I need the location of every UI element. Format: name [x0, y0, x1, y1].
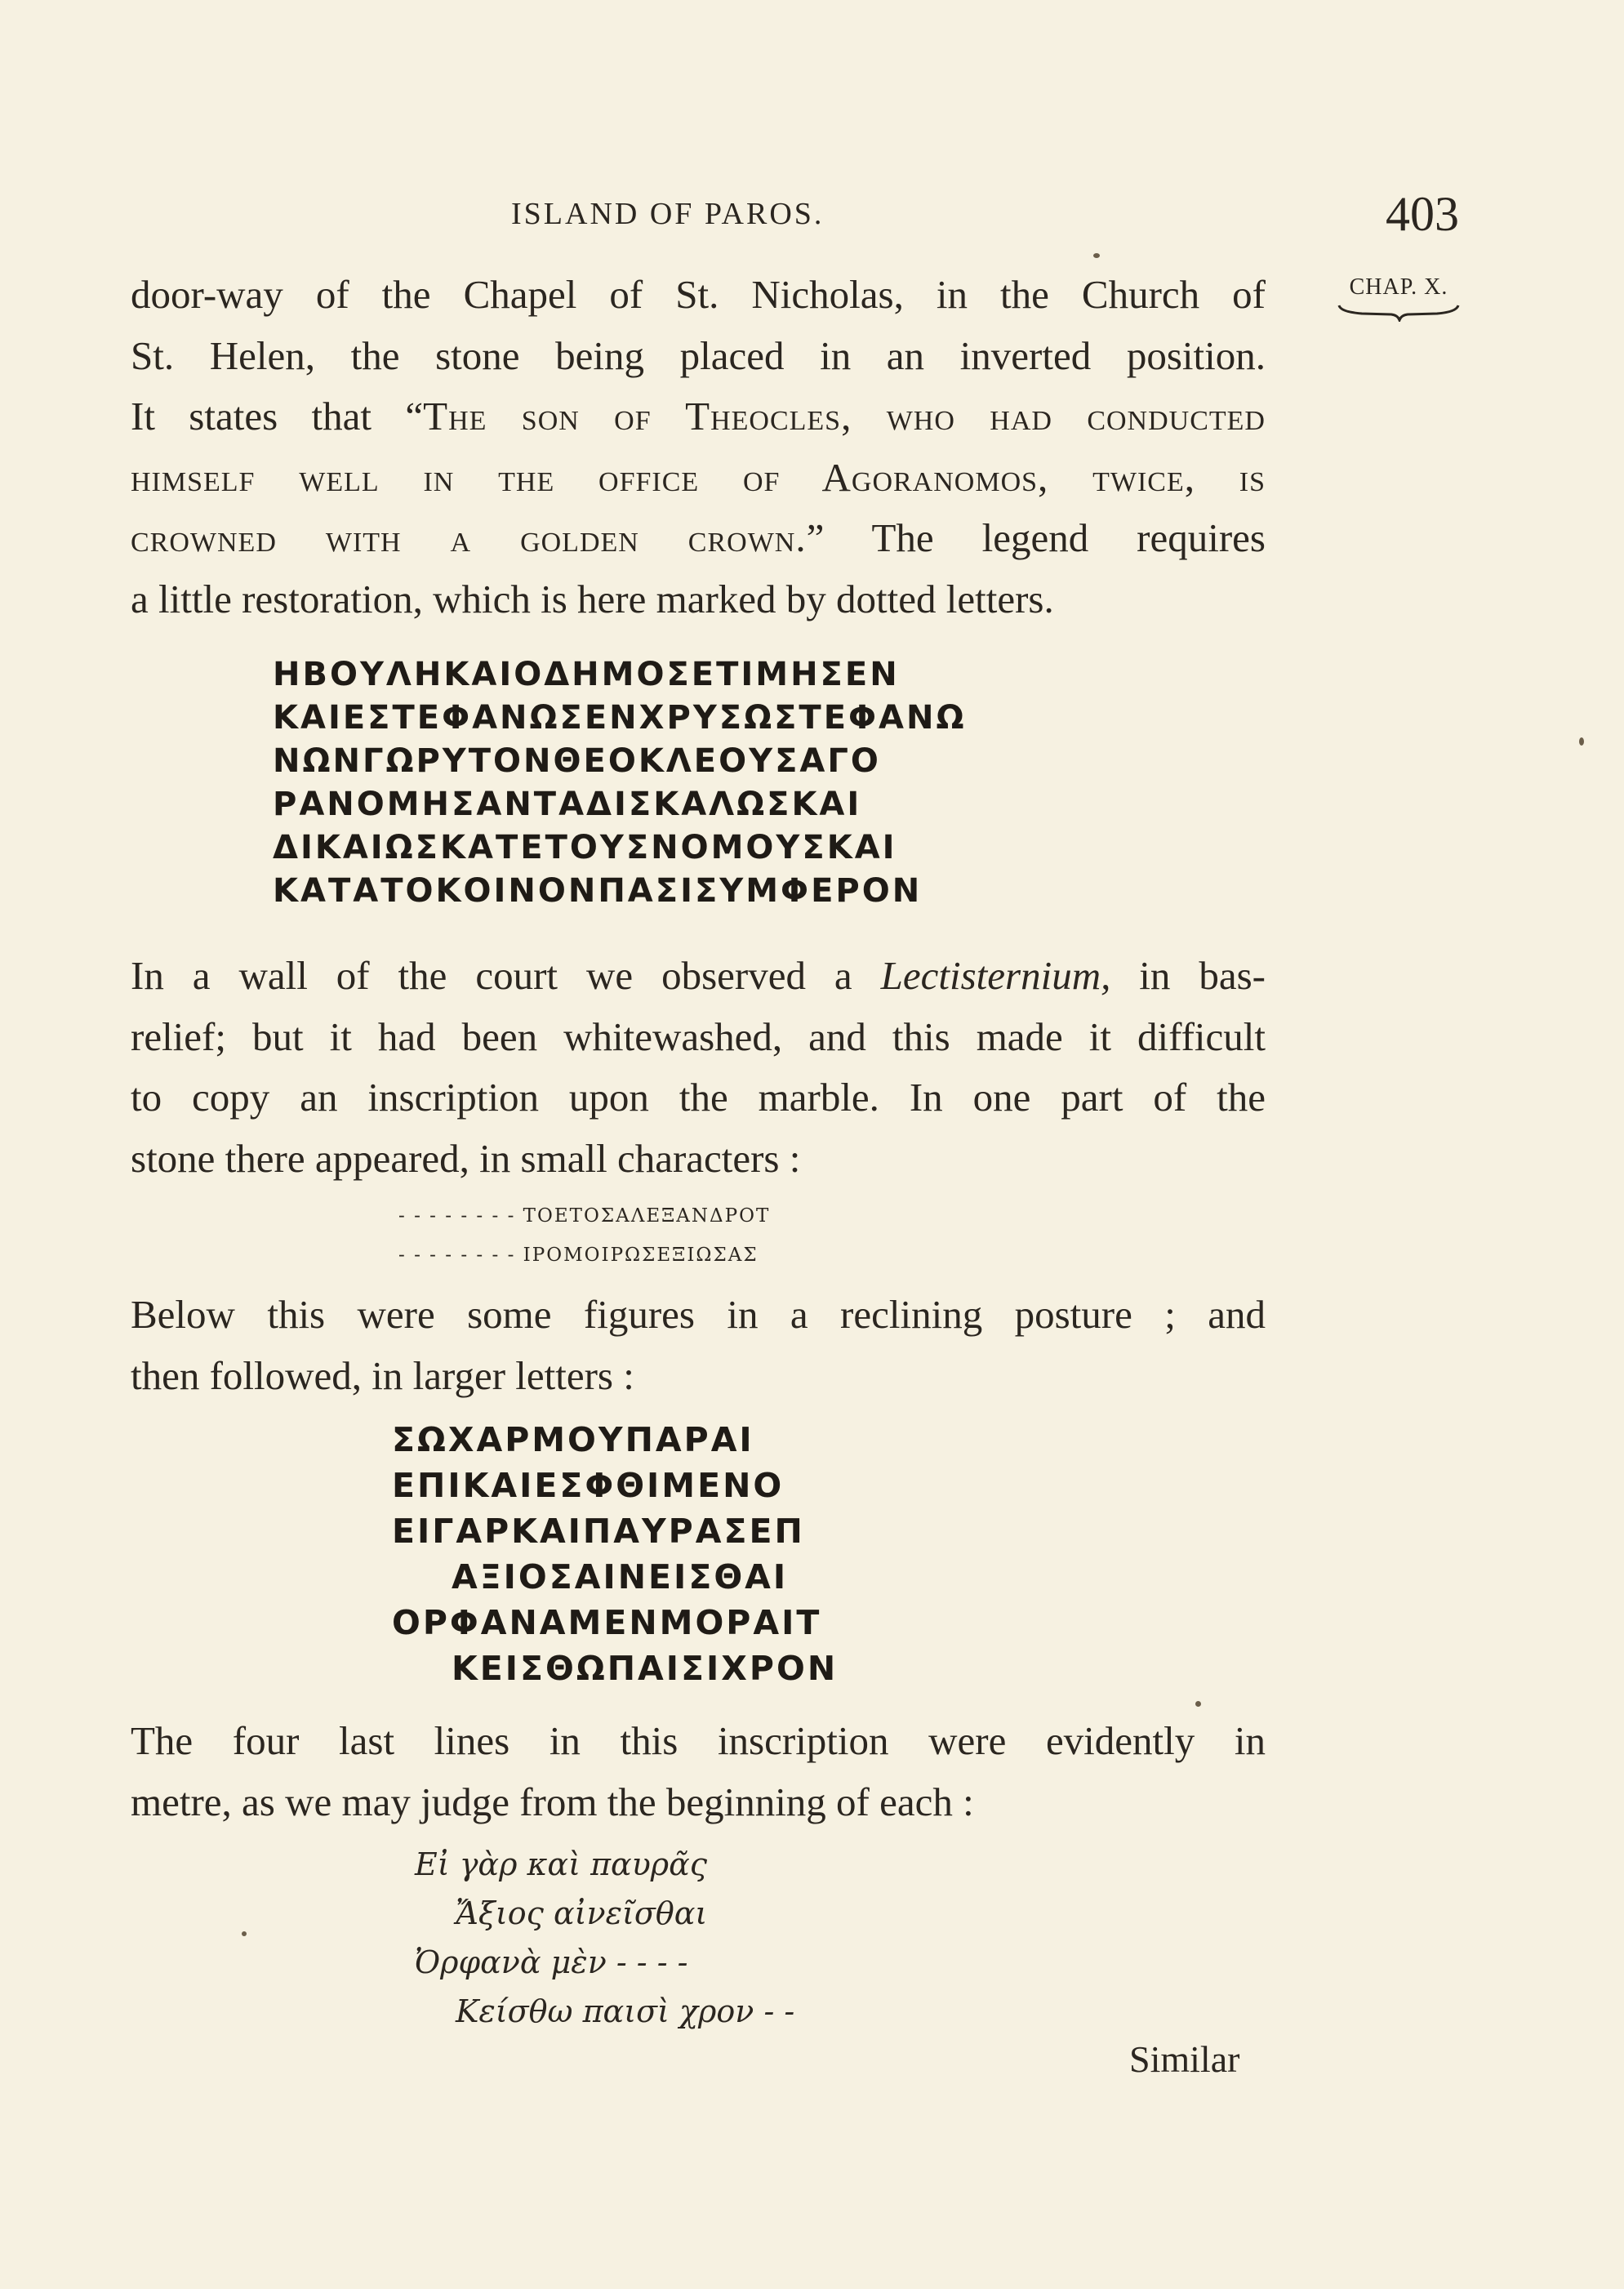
ink-speck — [242, 1931, 247, 1936]
inscription-1 — [273, 653, 966, 913]
inscription-line: - - - - - - - - ΤΟΕΤΟΣΑΛΕΞΑΝΔΡΟΤ — [398, 1205, 771, 1227]
chapter-sidenote — [1337, 274, 1460, 322]
text-segment: It states that “ — [131, 394, 424, 439]
inscription-line: ΟΡΦΑΝΑΜΕΝΜΟΡΑΙΤ — [392, 1603, 822, 1642]
brace-icon — [1337, 304, 1460, 322]
inscription-line: ΔΙΚΑΙΩΣΚΑΤΕΤΟΥΣΝΟΜΟΥΣΚΑΙ — [273, 829, 897, 866]
inscription-line: ΣΩΧΑΡΜΟΥΠΑΡΑΙ — [392, 1420, 754, 1459]
text-line: to copy an inscription upon the marble. In one part of the — [131, 1075, 1266, 1120]
ink-speck — [1093, 253, 1100, 258]
text-line — [131, 386, 1266, 448]
inscription-line: ΚΑΙΕΣΤΕΦΑΝΩΣΕΝΧΡΥΣΩΣΤΕΦΑΝΩ — [273, 699, 967, 737]
paragraph-1 — [131, 265, 1266, 630]
small-caps-quote: himself well in the office of Agoranomos, twice, is — [131, 454, 1266, 500]
verse-line: Κείσθω παισὶ χρον - - — [456, 1993, 795, 2029]
small-caps-quote: The son of Theocles, who had conducted — [423, 394, 1266, 439]
verse-block — [415, 1840, 794, 2036]
paragraph-2 — [131, 946, 1266, 1189]
text-line: then followed, in larger letters : — [131, 1352, 634, 1398]
text-line: relief; but it had been whitewashed, and this made it difficult — [131, 1013, 1266, 1059]
inscription-3 — [392, 1417, 838, 1691]
text-line — [131, 946, 1266, 1007]
text-line: a little restoration, which is here marked by dotted letters. — [131, 576, 1054, 621]
inscription-line: ΝΩΝΓΩΡΥΤΟΝΘΕΟΚΛΕΟΥΣΑΓΟ — [273, 742, 881, 780]
inscription-line: ΑΞΙΟΣΑΙΝΕΙΣΘΑΙ — [452, 1557, 789, 1597]
ink-speck — [1579, 737, 1584, 746]
text-line: door-way of the Chapel of St. Nicholas, in the Church of — [131, 272, 1266, 317]
text-line — [131, 508, 1266, 569]
inscription-line: - - - - - - - - ΙΡΟΜΟΙΡΩΣΕΞΙΩΣΑΣ — [398, 1245, 759, 1266]
italic-term: Lectisternium, — [880, 953, 1111, 998]
text-line: stone there appeared, in small characters : — [131, 1135, 801, 1181]
inscription-line: ΡΑΝΟΜΗΣΑΝΤΑΔΙΣΚΑΛΩΣΚΑΙ — [273, 786, 862, 823]
ink-speck — [1195, 1701, 1201, 1707]
paragraph-4 — [131, 1711, 1266, 1833]
inscription-line: ΗΒΟΥΛΗΚΑΙΟΔΗΜΟΣΕΤΙΜΗΣΕΝ — [273, 656, 900, 693]
text-segment: in bas- — [1110, 953, 1266, 998]
text-line: metre, as we may judge from the beginning of each : — [131, 1779, 974, 1824]
inscription-2 — [398, 1196, 770, 1275]
text-line: Below this were some figures in a reclining posture ; and — [131, 1292, 1266, 1337]
text-line: The four last lines in this inscription were evidently in — [131, 1718, 1266, 1763]
text-line: St. Helen, the stone being placed in an inverted position. — [131, 332, 1266, 378]
text-segment: ” The legend requires — [806, 515, 1266, 560]
inscription-line: ΕΙΓΑΡΚΑΙΠΑΥΡΑΣΕΠ — [392, 1512, 805, 1551]
verse-line: Ἄξιος αἰνεῖσθαι — [456, 1895, 708, 1931]
running-header: ISLAND OF PAROS. — [511, 197, 825, 231]
text-segment: In a wall of the court we observed a — [131, 953, 881, 998]
catchword: Similar — [1129, 2038, 1240, 2080]
page-number: 403 — [1386, 187, 1459, 241]
small-caps-quote: crowned with a golden crown. — [131, 515, 807, 560]
paragraph-3 — [131, 1285, 1266, 1406]
chapter-label: CHAP. X. — [1349, 274, 1448, 300]
inscription-line: ΚΑΤΑΤΟΚΟΙΝΟΝΠΑΣΙΣΥΜΦΕΡΟΝ — [273, 872, 923, 910]
verse-line: Ὀρφανὰ μὲν - - - - — [415, 1944, 688, 1980]
inscription-line: ΕΠΙΚΑΙΕΣΦΘΙΜΕΝΟ — [392, 1466, 785, 1505]
verse-line: Εἰ γὰρ καὶ παυρᾶς — [415, 1846, 708, 1882]
inscription-line: ΚΕΙΣΘΩΠΑΙΣΙΧΡΟΝ — [452, 1649, 839, 1688]
